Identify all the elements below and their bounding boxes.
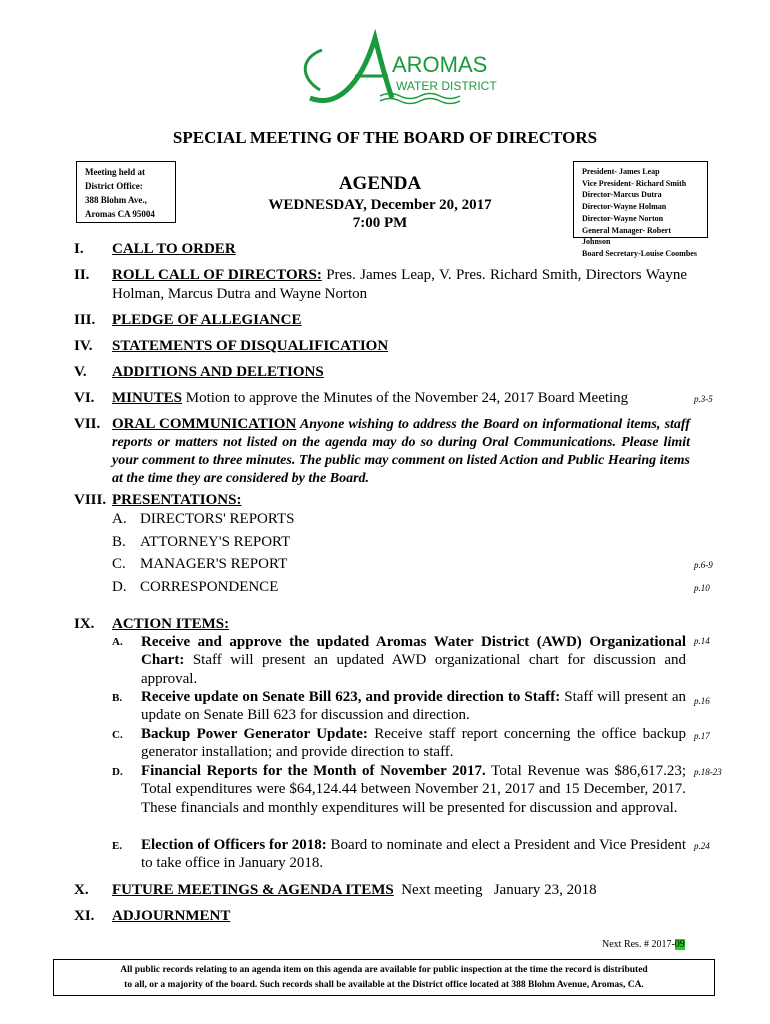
item-heading: ORAL COMMUNICATION [112, 416, 297, 432]
officer-line: Director-Marcus Dutra [582, 190, 662, 200]
item-additions [112, 364, 324, 381]
sub-item: ATTORNEY'S REPORT [140, 534, 291, 550]
action-item [141, 762, 686, 817]
sub-letter: E. [112, 840, 123, 852]
item-text: Anyone wishing to address the Board on informational items, staff reports or matters not listed on the agenda may do so during Oral Communications. Please limit your comment to three minutes. The public may comment on listed Action and Public Hearing items at the time they are considered by the Board. [112, 417, 690, 486]
page-ref: p.10 [694, 583, 710, 593]
page-ref: p.6-9 [694, 560, 713, 570]
item-heading: FUTURE MEETINGS & AGENDA ITEMS [112, 882, 394, 898]
item-number: II. [74, 267, 90, 283]
item-number: VIII. [74, 492, 107, 508]
item-adjournment [112, 908, 230, 925]
next-res-highlight: 09 [674, 939, 685, 950]
meeting-location-box [76, 161, 176, 223]
item-number: IX. [74, 616, 95, 632]
officer-line: Vice President- Richard Smith [582, 178, 687, 188]
item-heading: ADJOURNMENT [112, 908, 231, 924]
action-item [141, 836, 686, 873]
item-heading: MINUTES [112, 390, 183, 406]
sub-item: CORRESPONDENCE [140, 579, 279, 595]
action-text: Board to nominate and elect a President and Vice President to take office in January 2018. [141, 837, 686, 872]
page-ref: p.3-5 [694, 394, 713, 404]
item-presentations [112, 492, 241, 509]
action-item [141, 633, 686, 688]
item-disqualification [112, 338, 388, 355]
action-title: Receive and approve the updated Aromas Water District (AWD) Organizational Chart: [141, 634, 686, 669]
page-ref: p.14 [694, 636, 710, 646]
meeting-line: 388 Blohm Ave., [85, 195, 147, 205]
page-ref: p.24 [694, 841, 710, 851]
item-heading: ROLL CALL OF DIRECTORS: [112, 267, 322, 283]
sub-item: MANAGER'S REPORT [140, 556, 288, 572]
item-future-meetings [112, 882, 597, 899]
item-number: III. [74, 312, 96, 328]
item-oral-communication [112, 415, 690, 488]
page-ref: p.16 [694, 696, 710, 706]
officer-line: Board Secretary-Louise Coombes [582, 248, 697, 258]
item-heading: CALL TO ORDER [112, 241, 236, 257]
page-title: SPECIAL MEETING OF THE BOARD OF DIRECTORS [172, 128, 598, 147]
item-text: Next meeting January 23, 2018 [393, 882, 597, 898]
action-title: Backup Power Generator Update: [141, 726, 368, 742]
agenda-heading: AGENDA [338, 173, 422, 194]
item-text: Motion to approve the Minutes of the November 24, 2017 Board Meeting [182, 390, 629, 406]
sub-letter: C. [112, 556, 126, 572]
item-pledge [112, 312, 301, 329]
item-roll-call [112, 266, 687, 303]
item-text: Pres. James Leap, V. Pres. Richard Smith, Directors Wayne Holman, Marcus Dutra and Wayne Norton [112, 267, 687, 302]
item-number: XI. [74, 908, 95, 924]
sub-letter: A. [112, 636, 123, 648]
item-number: V. [74, 364, 87, 380]
agenda-time: 7:00 PM [352, 215, 408, 231]
notice-line: All public records relating to an agenda item on this agenda are available for public inspection at the time the record is distributed [120, 965, 648, 975]
agenda-date: WEDNESDAY, December 20, 2017 [268, 197, 492, 213]
action-text: Staff will present an updated AWD organizational chart for discussion and approval. [141, 652, 686, 687]
action-text: Receive staff report concerning the office backup generator installation; and provide direction to staff. [141, 726, 686, 761]
sub-letter: D. [112, 579, 127, 595]
item-call-to-order [112, 241, 236, 258]
officer-line: Director-Wayne Holman [582, 202, 667, 212]
officer-line: General Manager- Robert Johnson [582, 225, 672, 247]
next-resolution-number [602, 939, 685, 950]
meeting-line: Meeting held at [85, 167, 145, 177]
page-ref: p.18-23 [694, 767, 722, 777]
item-number: IV. [74, 338, 93, 354]
officers-box [573, 161, 708, 258]
public-records-notice [53, 959, 715, 996]
item-number: X. [74, 882, 89, 898]
action-title: Financial Reports for the Month of November 2017. [141, 763, 486, 779]
logo-district-text: WATER DISTRICT [396, 79, 497, 93]
item-number: VII. [74, 416, 101, 432]
item-heading: STATEMENTS OF DISQUALIFICATION [112, 338, 389, 354]
page-ref: p.17 [694, 731, 710, 741]
sub-letter: D. [112, 766, 123, 778]
item-minutes [112, 390, 628, 407]
officer-line: President- James Leap [582, 167, 660, 176]
sub-letter: B. [112, 534, 126, 550]
sub-letter: A. [112, 511, 127, 527]
item-action-items [112, 616, 229, 633]
sub-letter: B. [112, 692, 123, 704]
logo-aromas-text: AROMAS [392, 52, 488, 77]
action-text: Total Revenue was $86,617.23; Total expenditures were $64,124.44 between November 21, 2017 and 15 December, 2017. These financials and monthly expenditures will be presented for discussion and approval. [141, 763, 686, 816]
item-number: I. [74, 241, 84, 257]
notice-line: to all, or a majority of the board. Such records shall be available at the District office located at 388 Blohm Avenue, Aromas, CA. [124, 980, 644, 990]
item-number: VI. [74, 390, 95, 406]
logo-graphic [280, 28, 497, 118]
action-title: Election of Officers for 2018: [141, 837, 327, 853]
item-heading: PRESENTATIONS: [112, 492, 242, 508]
item-heading: ADDITIONS AND DELETIONS [112, 364, 324, 380]
meeting-line: Aromas CA 95004 [85, 209, 155, 219]
item-heading: PLEDGE OF ALLEGIANCE [112, 312, 302, 328]
item-heading: ACTION ITEMS: [112, 616, 230, 632]
action-title: Receive update on Senate Bill 623, and provide direction to Staff: [141, 689, 561, 705]
officer-line: Director-Wayne Norton [582, 213, 664, 223]
action-item [141, 725, 686, 762]
action-item [141, 688, 686, 725]
aromas-water-district-logo [280, 28, 497, 118]
sub-letter: C. [112, 729, 123, 741]
next-res-prefix: Next Res. # 2017- [602, 939, 675, 950]
action-text: Staff will present an update on Senate Bill 623 for discussion and direction. [141, 689, 686, 724]
sub-item: DIRECTORS' REPORTS [140, 511, 295, 527]
meeting-line: District Office: [85, 181, 143, 191]
